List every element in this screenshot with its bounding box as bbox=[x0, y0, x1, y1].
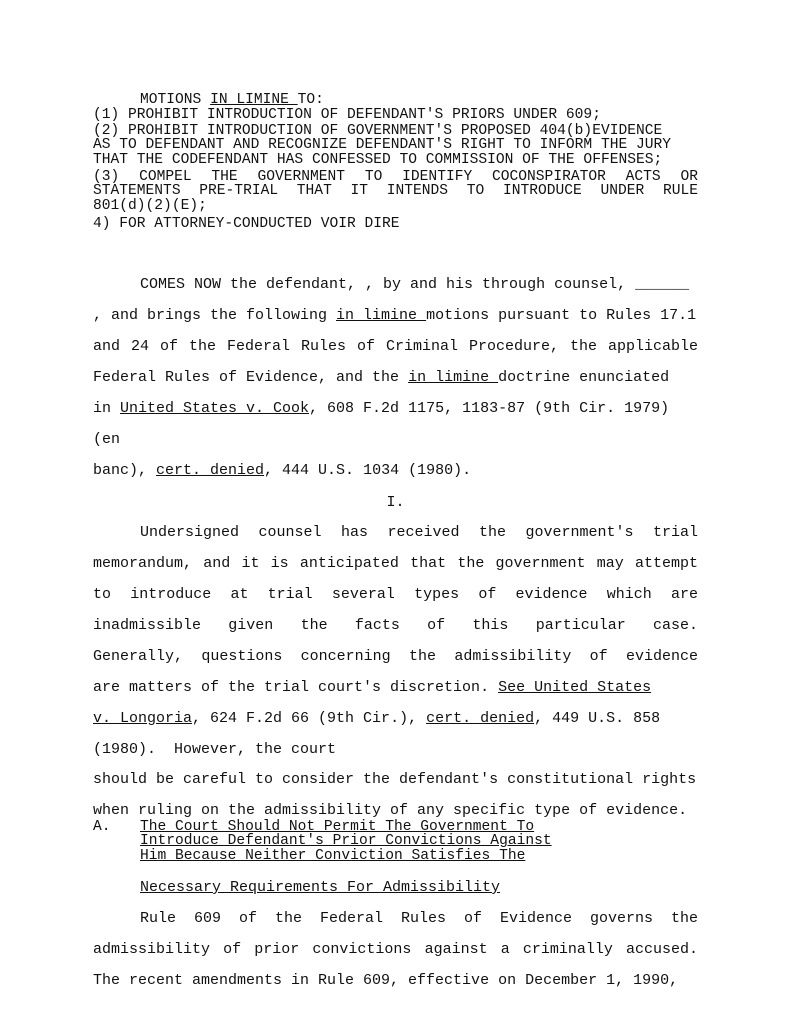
body2-line-3: The recent amendments in Rule 609, effective on December 1, 1990, bbox=[93, 972, 679, 989]
subheading-line-2: Introduce Defendant's Prior Convictions Against bbox=[140, 833, 552, 849]
caption-line-6: (3) COMPEL THE GOVERNMENT TO IDENTIFY COCONSPIRATOR ACTS OR bbox=[93, 169, 698, 185]
caption-line-7: STATEMENTS PRE-TRIAL THAT IT INTENDS TO INTRODUCE UNDER RULE bbox=[93, 183, 698, 199]
intro-line-3: and 24 of the Federal Rules of Criminal Procedure, the applicable bbox=[93, 338, 698, 355]
body1-line-8: (1980). However, the court bbox=[93, 741, 337, 758]
body1-line-4: inadmissible given the facts of this particular case. bbox=[93, 617, 698, 634]
body1-line-6: are matters of the trial court's discretion. See United States bbox=[93, 679, 652, 696]
body1-line-5: Generally, questions concerning the admissibility of evidence bbox=[93, 648, 698, 665]
body1-line-7: v. Longoria, 624 F.2d 66 (9th Cir.), cert. denied, 449 U.S. 858 bbox=[93, 710, 661, 727]
subheading-line-1: The Court Should Not Permit The Government To bbox=[140, 819, 535, 835]
caption-line-9: 4) FOR ATTORNEY-CONDUCTED VOIR DIRE bbox=[93, 216, 400, 232]
caption-line-8: 801(d)(2)(E); bbox=[93, 198, 207, 214]
intro-line-7: banc), cert. denied, 444 U.S. 1034 (1980). bbox=[93, 462, 472, 479]
caption-line-2: (1) PROHIBIT INTRODUCTION OF DEFENDANT'S PRIORS UNDER 609; bbox=[93, 107, 601, 123]
caption-line-4: AS TO DEFENDANT AND RECOGNIZE DEFENDANT'S RIGHT TO INFORM THE JURY bbox=[93, 137, 672, 153]
subheading-letter: A. bbox=[93, 819, 111, 835]
intro-line-4: Federal Rules of Evidence, and the in limine doctrine enunciated bbox=[93, 369, 670, 386]
intro-line-1: COMES NOW the defendant, , by and his through counsel, ______ bbox=[140, 276, 690, 293]
body2-line-1: Rule 609 of the Federal Rules of Evidence governs the bbox=[140, 910, 698, 927]
subheading-line-3: Him Because Neither Conviction Satisfies The bbox=[140, 848, 526, 864]
body1-line-9: should be careful to consider the defendant's constitutional rights bbox=[93, 771, 697, 788]
body1-line-2: memorandum, and it is anticipated that the government may attempt bbox=[93, 555, 698, 572]
caption-line-3: (2) PROHIBIT INTRODUCTION OF GOVERNMENT'S PROPOSED 404(b)EVIDENCE bbox=[93, 123, 663, 139]
caption-line-1: MOTIONS IN LIMINE TO: bbox=[140, 92, 324, 108]
section-heading: I. bbox=[386, 494, 405, 511]
body1-line-10: when ruling on the admissibility of any specific type of evidence. bbox=[93, 802, 688, 819]
subheading-line-4: Necessary Requirements For Admissibility bbox=[140, 879, 501, 896]
intro-line-5: in United States v. Cook, 608 F.2d 1175, 1183-87 (9th Cir. 1979) bbox=[93, 400, 670, 417]
caption-line-5: THAT THE CODEFENDANT HAS CONFESSED TO COMMISSION OF THE OFFENSES; bbox=[93, 152, 663, 168]
intro-line-2: , and brings the following in limine motions pursuant to Rules 17.1 bbox=[93, 307, 697, 324]
body1-line-1: Undersigned counsel has received the government's trial bbox=[140, 524, 698, 541]
body1-line-3: to introduce at trial several types of evidence which are bbox=[93, 586, 698, 603]
intro-line-6: (en bbox=[93, 431, 121, 448]
body2-line-2: admissibility of prior convictions against a criminally accused. bbox=[93, 941, 698, 958]
